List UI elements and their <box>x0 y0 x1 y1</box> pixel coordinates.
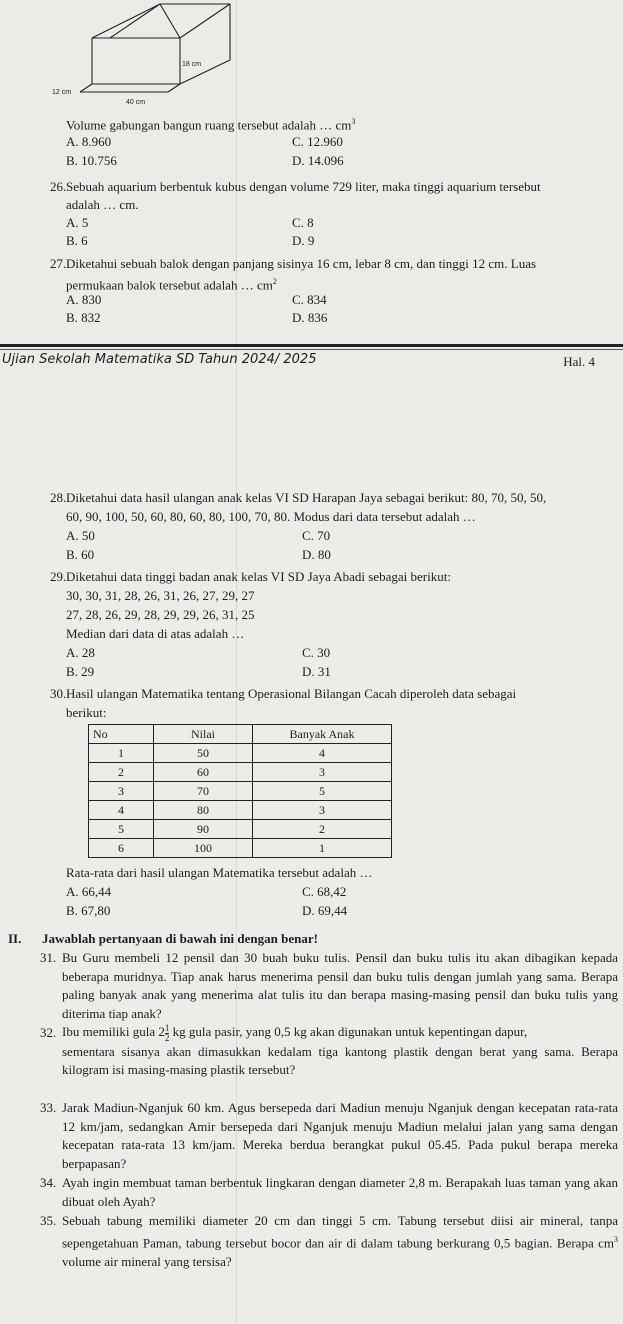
section-title: Jawablah pertanyaan di bawah ini dengan benar! <box>42 931 318 946</box>
q25-option-a[interactable]: A. 8.960 <box>66 134 112 149</box>
q31-number: 31. <box>40 950 57 965</box>
cell-nilai: 100 <box>154 839 253 858</box>
figure-back-edge <box>92 4 230 48</box>
q28-option-a[interactable]: A. 50 <box>66 528 95 543</box>
label-w: 12 cm <box>52 89 72 96</box>
q28-option-b[interactable]: B. 60 <box>66 547 95 562</box>
q27-line2: permukaan balok tersebut adalah … $cm^2$ <box>66 277 277 293</box>
cell-no: 5 <box>89 820 154 839</box>
q28-option-c[interactable]: C. 70 <box>302 528 331 543</box>
q29-number: 29. <box>50 569 67 584</box>
label-h: 18 cm <box>182 61 202 68</box>
q27-option-a[interactable]: A. 830 <box>66 292 102 307</box>
q35-text: Sebuah tabung memiliki diameter 20 cm dan tinggi 5 cm. Tabung tersebut diisi air mineral, tanpa sepengetahuan Paman, tabung tersebut bocor dan air di dalam tabung berkurang 0,5 bagian. Berapa $cm^3$ volume air mineral yang tersisa? <box>62 1213 618 1269</box>
cell-no: 2 <box>89 763 154 782</box>
q29-line4: Median dari data di atas adalah … <box>66 626 245 641</box>
q26-option-b[interactable]: B. 6 <box>66 233 88 248</box>
q25-option-b[interactable]: B. 10.756 <box>66 153 117 168</box>
q29-line1: Diketahui data tinggi badan anak kelas VI SD Jaya Abadi sebagai berikut: <box>66 569 451 584</box>
cell-nilai: 80 <box>154 801 253 820</box>
label-l: 40 cm <box>126 99 146 106</box>
q31-text: Bu Guru membeli 12 pensil dan 30 buah buku tulis. Pensil dan buku tulis itu akan dibagikan kepada beberapa muridnya. Tiap anak harus menerima pensil dan buku tulis dengan jumlah yang sama. Berapa paling banyak anak yang menerima alat tulis itu dan berapa masing-masing pensil dan buku tulis yang diterima tiap anak? <box>62 950 618 1021</box>
q30-option-b[interactable]: B. 67,80 <box>66 903 111 918</box>
q29-option-d[interactable]: D. 31 <box>302 664 331 679</box>
col-banyak: Banyak Anak <box>253 725 392 744</box>
q25-stem: Volume gabungan bangun ruang tersebut adalah … $cm^3$ <box>66 117 356 133</box>
q29-line3: 27, 28, 26, 29, 28, 29, 29, 26, 31, 25 <box>66 607 255 622</box>
q35-number: 35. <box>40 1213 57 1228</box>
q28-line2: 60, 90, 100, 50, 60, 80, 60, 80, 100, 70, 80. Modus dari data tersebut adalah … <box>66 509 476 524</box>
q28-option-d[interactable]: D. 80 <box>302 547 331 562</box>
table-row <box>89 801 392 820</box>
figure-depth-edge <box>80 84 92 92</box>
q30-option-c[interactable]: C. 68,42 <box>302 884 347 899</box>
table-row <box>89 763 392 782</box>
solid-figure <box>50 0 270 110</box>
figure-right-top <box>180 4 230 38</box>
q27-option-b[interactable]: B. 832 <box>66 310 101 325</box>
q33-number: 33. <box>40 1100 57 1115</box>
page-top <box>0 0 623 392</box>
q26-line2: adalah … cm. <box>66 197 139 212</box>
cell-no: 4 <box>89 801 154 820</box>
q29-option-b[interactable]: B. 29 <box>66 664 95 679</box>
footer-page-number: Hal. 4 <box>563 354 595 369</box>
q25-option-d[interactable]: D. 14.096 <box>292 153 344 168</box>
cell-nilai: 50 <box>154 744 253 763</box>
col-nilai: Nilai <box>154 725 253 744</box>
figure-roof-edge <box>160 4 180 38</box>
table-row <box>89 839 392 858</box>
q34-text: Ayah ingin membuat taman berbentuk lingkaran dengan diameter 2,8 m. Berapakah luas taman yang akan dibuat oleh Ayah? <box>62 1175 618 1209</box>
table-row <box>89 744 392 763</box>
figure-depth-right <box>168 84 180 92</box>
q26-number: 26. <box>50 179 67 194</box>
cell-nilai: 90 <box>154 820 253 839</box>
table-row <box>89 820 392 839</box>
q27-option-d[interactable]: D. 836 <box>292 310 328 325</box>
q29-line2: 30, 30, 31, 28, 26, 31, 26, 27, 29, 27 <box>66 588 255 603</box>
q28-line1: Diketahui data hasil ulangan anak kelas VI SD Harapan Jaya sebagai berikut: 80, 70, 50, 50, <box>66 490 547 505</box>
q32-fraction: $\frac{1}{2}$ <box>164 1022 170 1043</box>
cell-banyak: 2 <box>253 820 392 839</box>
q32-text: Ibu memiliki gula 2 $\frac{1}{2}$ kg gula pasir, yang 0,5 kg akan digunakan untuk kepentingan dapur, sementara sisanya akan dimasukkan kedalam tiga kantong plastik dengan berat yang sama. Berapa kilogram isi masing-masing plastik tersebut? <box>62 1022 618 1078</box>
q32-number: 32. <box>40 1025 57 1040</box>
cell-no: 1 <box>89 744 154 763</box>
q29-option-c[interactable]: C. 30 <box>302 645 331 660</box>
q26-line1: Sebuah aquarium berbentuk kubus dengan volume 729 liter, maka tinggi aquarium tersebut <box>66 179 541 194</box>
cell-banyak: 3 <box>253 801 392 820</box>
q29-option-a[interactable]: A. 28 <box>66 645 95 660</box>
footer-rule <box>0 344 623 347</box>
cell-banyak: 4 <box>253 744 392 763</box>
score-table-header <box>89 725 392 744</box>
cell-banyak: 1 <box>253 839 392 858</box>
q30-after: Rata-rata dari hasil ulangan Matematika tersebut adalah … <box>66 865 373 880</box>
cell-banyak: 5 <box>253 782 392 801</box>
q26-option-d[interactable]: D. 9 <box>292 233 315 248</box>
figure-slope <box>110 4 160 38</box>
footer-rule-thin <box>0 349 623 350</box>
cell-banyak: 3 <box>253 763 392 782</box>
q30-line1: Hasil ulangan Matematika tentang Operasional Bilangan Cacah diperoleh data sebagai <box>66 686 517 701</box>
cell-no: 6 <box>89 839 154 858</box>
score-table <box>88 724 392 858</box>
q27-line1: Diketahui sebuah balok dengan panjang sisinya 16 cm, lebar 8 cm, dan tinggi 12 cm. Luas <box>66 256 537 271</box>
q34-number: 34. <box>40 1175 57 1190</box>
cell-no: 3 <box>89 782 154 801</box>
cell-nilai: 60 <box>154 763 253 782</box>
q28-number: 28. <box>50 490 67 505</box>
q30-option-a[interactable]: A. 66,44 <box>66 884 112 899</box>
figure-front-top <box>92 38 180 84</box>
q26-option-a[interactable]: A. 5 <box>66 215 89 230</box>
q33-text: Jarak Madiun-Nganjuk 60 km. Agus bersepeda dari Madiun menuju Nganjuk dengan kecepatan rata-rata 12 km/jam, sedangkan Amir bersepeda dari Nganjuk menuju Madiun melalui jalan yang sama dengan kecepatan rata-rata 13 km/jam. Mereka berdua berangkat pukul 05.45. Pada pukul berapa mereka berpapasan? <box>62 1100 618 1171</box>
q25-option-c[interactable]: C. 12.960 <box>292 134 343 149</box>
col-no: No <box>89 725 154 744</box>
q27-number: 27. <box>50 256 67 271</box>
q30-line2: berikut: <box>66 705 107 720</box>
footer-exam-title: Ujian Sekolah Matematika SD Tahun 2024/ 2025 <box>2 352 317 367</box>
section-number: II. <box>8 931 22 946</box>
q30-number: 30. <box>50 686 67 701</box>
cell-nilai: 70 <box>154 782 253 801</box>
q30-option-d[interactable]: D. 69,44 <box>302 903 348 918</box>
q27-option-c[interactable]: C. 834 <box>292 292 327 307</box>
table-row <box>89 782 392 801</box>
q26-option-c[interactable]: C. 8 <box>292 215 314 230</box>
